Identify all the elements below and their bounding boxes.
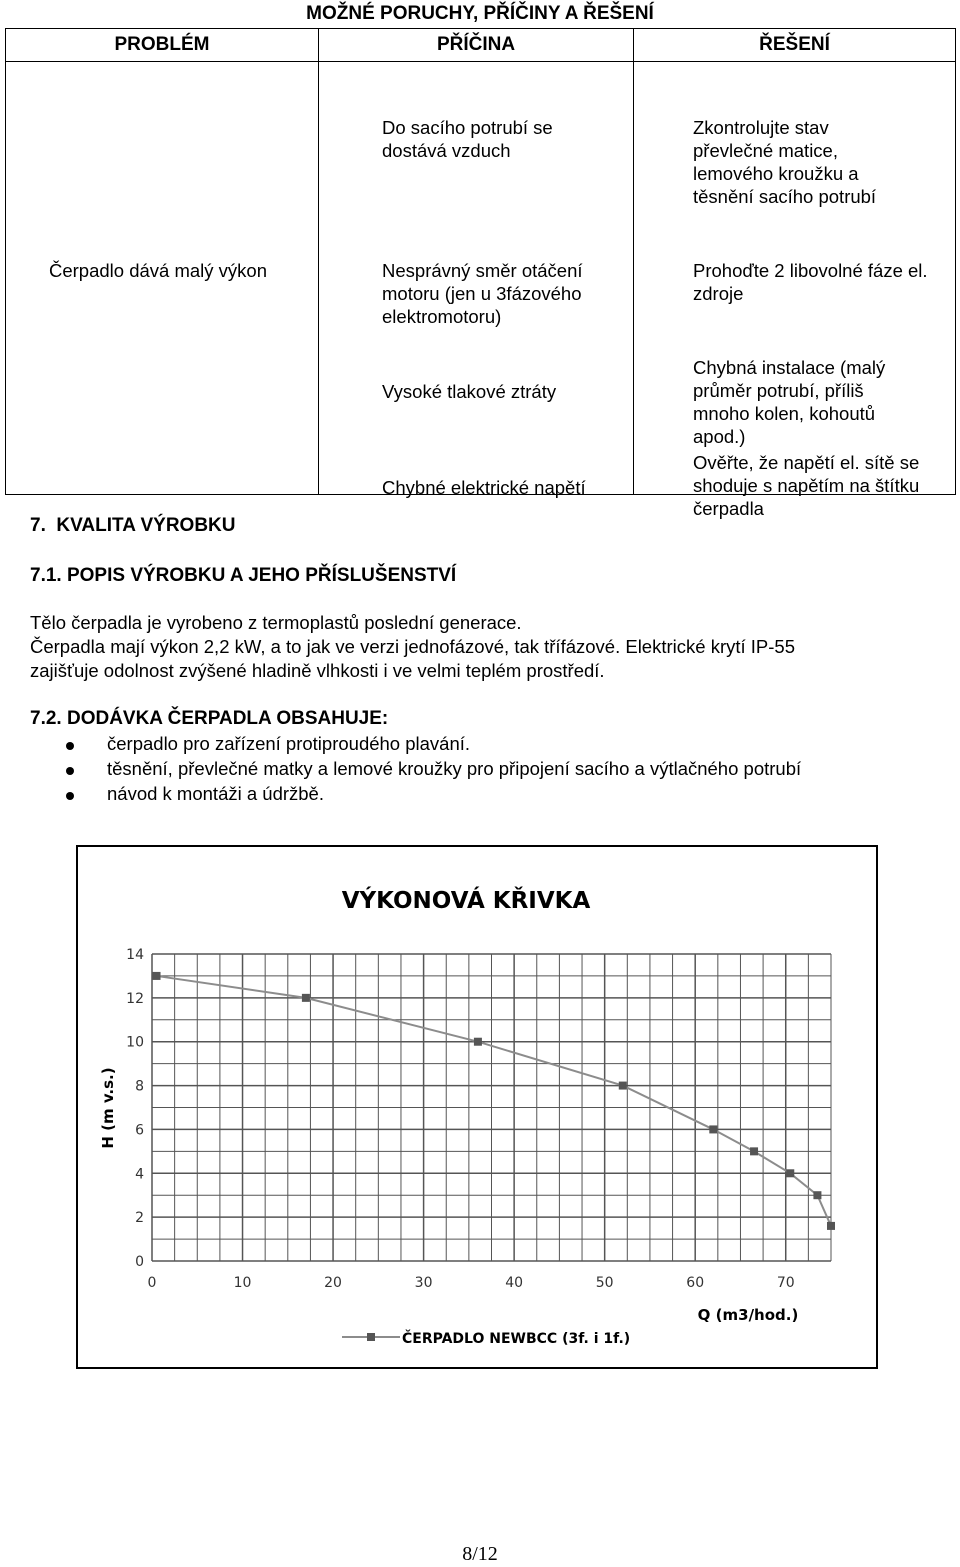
header-solution: ŘEŠENÍ (634, 29, 956, 62)
y-tick-label: 0 (135, 1254, 144, 1270)
data-point (474, 1038, 482, 1046)
y-tick-label: 8 (135, 1078, 144, 1095)
data-point (709, 1125, 717, 1133)
subsection-heading-2: 7.2. DODÁVKA ČERPADLA OBSAHUJE: (30, 708, 389, 729)
x-tick-label: 10 (233, 1275, 252, 1291)
section-heading: 7. KVALITA VÝROBKU (30, 515, 236, 536)
faults-table (5, 28, 956, 519)
data-point (153, 972, 161, 980)
data-point (302, 994, 310, 1002)
y-tick-label: 10 (126, 1034, 144, 1051)
legend-label: ČERPADLO NEWBCC (3f. i 1f.) (402, 1331, 631, 1347)
page-number: 8/12 (462, 1543, 498, 1565)
bullet-icon (66, 742, 74, 750)
paragraph-1: Tělo čerpadla je vyrobeno z termoplastů poslední generace. (30, 612, 522, 633)
problem-text: Čerpadlo dává malý výkon (49, 260, 267, 281)
y-axis-label: H (m v.s.) (99, 1067, 117, 1149)
header-problem: PROBLÉM (6, 29, 319, 62)
y-tick-label: 2 (135, 1210, 144, 1227)
legend-marker (367, 1333, 375, 1341)
subsection-heading-1: 7.1. POPIS VÝROBKU A JEHO PŘÍSLUŠENSTVÍ (30, 565, 457, 586)
x-tick-label: 40 (505, 1275, 524, 1291)
y-tick-label: 4 (135, 1166, 144, 1183)
bullet-item-2: těsnění, převlečné matky a lemové kroužky pro připojení sacího a výtlačného potrubí (107, 758, 802, 779)
x-tick-label: 0 (147, 1275, 157, 1291)
cause-4: Chybné elektrické napětí (382, 477, 586, 498)
x-tick-label: 30 (414, 1275, 433, 1291)
paragraph-2a: Čerpadla mají výkon 2,2 kW, a to jak ve verzi jednofázové, tak třífázové. Elektrické krytí IP-55 (30, 636, 795, 657)
data-point (750, 1147, 758, 1155)
x-tick-label: 50 (595, 1275, 614, 1291)
solution-1: Zkontrolujte stav převlečné matice, lemového kroužku a těsnění sacího potrubí (693, 117, 877, 207)
problem-cell (6, 62, 319, 495)
bullet-icon (66, 792, 74, 800)
x-axis-label: Q (m3/hod.) (697, 1306, 799, 1324)
data-point (619, 1082, 627, 1090)
x-tick-label: 20 (324, 1275, 342, 1291)
bullet-item-3: návod k montáži a údržbě. (107, 783, 324, 804)
solution-cell (634, 62, 956, 519)
solution-3: Chybná instalace (malý průměr potrubí, příliš mnoho kolen, kohoutů apod.) (693, 357, 886, 447)
page-title: MOŽNÉ PORUCHY, PŘÍČINY A ŘEŠENÍ (306, 3, 654, 24)
y-tick-label: 6 (135, 1122, 144, 1139)
performance-chart (0, 840, 960, 1380)
y-tick-label: 14 (126, 947, 144, 963)
paragraph-2b: zajišťuje odolnost zvýšené hladině vlhkosti i ve velmi teplém prostředí. (30, 660, 605, 681)
x-tick-label: 60 (686, 1275, 705, 1291)
data-point (813, 1191, 821, 1199)
header-cause: PŘÍČINA (319, 29, 634, 62)
solution-4: Ověřte, že napětí el. sítě se shoduje s napětím na štítku čerpadla (693, 452, 920, 519)
bullet-icon (66, 767, 74, 775)
table-row (6, 62, 956, 495)
cause-2: Nesprávný směr otáčení motoru (jen u 3fázového elektromotoru) (382, 260, 583, 327)
x-tick-label: 70 (776, 1275, 795, 1291)
chart-title: VÝKONOVÁ KŘIVKA (341, 888, 591, 914)
cause-1: Do sacího potrubí se dostává vzduch (382, 117, 553, 161)
y-tick-label: 12 (126, 990, 144, 1007)
solution-2: Prohoďte 2 libovolné fáze el. zdroje (693, 260, 928, 304)
data-point (827, 1222, 835, 1230)
data-point (786, 1169, 794, 1177)
table-header-row (6, 29, 956, 62)
cause-3: Vysoké tlakové ztráty (382, 381, 557, 402)
bullet-item-1: čerpadlo pro zařízení protiproudého plavání. (107, 733, 471, 754)
cause-cell (319, 62, 634, 498)
